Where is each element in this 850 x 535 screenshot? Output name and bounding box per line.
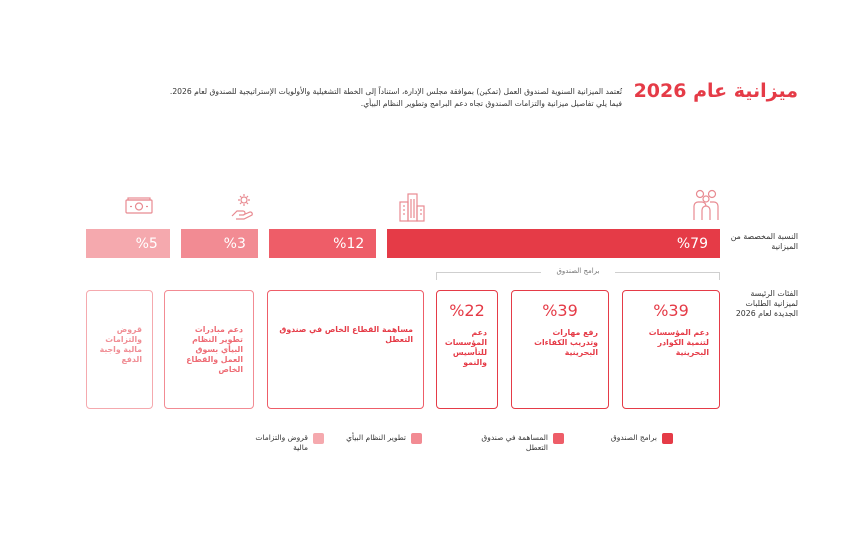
- share-row-label: النسبة المخصصة من الميزانية: [730, 232, 798, 251]
- card-support-cadres: [622, 290, 720, 409]
- bar-programs: [387, 229, 720, 258]
- money-icon: [124, 196, 154, 216]
- card-upskilling: [511, 290, 609, 409]
- card-percent: %39: [653, 301, 689, 320]
- legend-label: المساهمة في صندوق التعطل: [481, 433, 548, 452]
- card-ecosystem: [164, 290, 254, 409]
- card-description: رفع مهارات وتدريب الكفاءات البحرينية: [534, 328, 598, 357]
- programs-bracket-label: برامج الصندوق: [541, 267, 615, 275]
- legend-item: [346, 433, 422, 444]
- hand-gear-icon: [230, 192, 258, 220]
- bar-ecosystem: [181, 229, 258, 258]
- bar-value-label: %79: [676, 235, 708, 252]
- card-establishment: [436, 290, 498, 409]
- card-description: مساهمة القطاع الخاص في صندوق التعطل: [279, 325, 413, 344]
- categories-row-label: الفئات الرئيسة لميزانية الطلبات الجديدة لعام 2026: [735, 289, 798, 318]
- bar-value-label: %3: [223, 235, 246, 252]
- bar-value-label: %5: [135, 235, 158, 252]
- card-loans: [86, 290, 153, 409]
- legend-item: [472, 433, 564, 453]
- legend-label: برامج الصندوق: [610, 433, 657, 442]
- legend-item: [611, 433, 673, 444]
- buildings-icon: [398, 192, 426, 222]
- legend-label: قروض والتزامات مالية: [255, 433, 308, 452]
- page-title: ميزانية عام 2026: [633, 80, 798, 102]
- card-percent: %22: [449, 301, 485, 320]
- legend-swatch: [553, 433, 564, 444]
- bar-value-label: %12: [333, 235, 365, 252]
- card-description: دعم المؤسسات للتأسيس والنمو: [444, 328, 487, 367]
- legend-label: تطوير النظام البيأي: [346, 433, 406, 442]
- bar-unemployment: [269, 229, 376, 258]
- card-percent: %39: [542, 301, 578, 320]
- card-unemployment: [267, 290, 424, 409]
- card-description: دعم المؤسسات لتنمية الكوادر البحرينية: [648, 328, 709, 357]
- legend-swatch: [662, 433, 673, 444]
- card-description: قروض والتزامات مالية واجبة الدفع: [99, 325, 142, 364]
- legend-item: [244, 433, 324, 453]
- legend-swatch: [313, 433, 324, 444]
- card-description: دعم مبادرات تطوير النظام البيأي بسوق العمل والقطاع الخاص: [186, 325, 243, 374]
- bar-loans: [86, 229, 170, 258]
- legend-swatch: [411, 433, 422, 444]
- people-icon: [690, 188, 722, 222]
- intro-paragraph: تُعتمد الميزانية السنوية لصندوق العمل (تمكين) بموافقة مجلس الإدارة، استناداً إلى الخطة التشغيلية والأولويات الإستراتيجية للصندوق لعام 2026. فيما يلي تفاصيل ميزانية والتزامات الصندوق تجاه دعم البرامج وتطوير النظام البيأي.: [169, 87, 622, 108]
